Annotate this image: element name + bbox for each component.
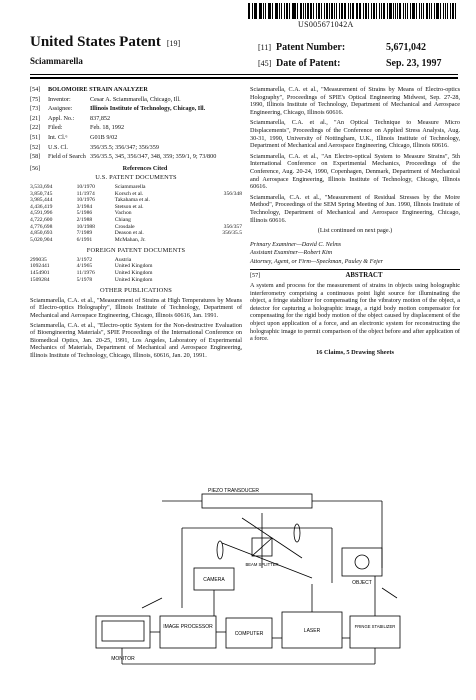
object-block — [342, 548, 382, 576]
barcode-bar — [368, 3, 369, 19]
field-row — [30, 86, 242, 94]
barcode-bar — [450, 3, 451, 19]
barcode-bar — [344, 3, 346, 19]
citation-number: 4,776,698 — [30, 223, 53, 230]
barcode-bar — [399, 3, 401, 19]
field-code: [22] — [30, 124, 41, 132]
barcode-bar — [313, 3, 314, 19]
barcode-bar — [455, 3, 456, 19]
field-code: [73] — [30, 105, 41, 113]
field-value: Cesar A. Sciammarella, Chicago, Ill. — [90, 95, 181, 103]
barcode-bar — [316, 3, 317, 19]
abstract-heading-row — [250, 269, 460, 280]
barcode-bar — [272, 3, 273, 19]
piezo-block — [202, 494, 312, 508]
barcode-bar — [403, 3, 404, 19]
field-row — [30, 105, 242, 113]
barcode-bar — [284, 3, 285, 19]
barcode-bar — [336, 3, 337, 19]
citation-number: 3,850,745 — [30, 190, 53, 197]
examiners — [250, 241, 460, 266]
bibliographic-fields — [30, 86, 242, 161]
citation-class — [204, 210, 242, 217]
citation-date: 11/1974 — [76, 190, 95, 197]
fringe-stabilizer-block — [350, 616, 400, 648]
barcode-bar — [268, 3, 269, 19]
barcode-bar — [373, 3, 375, 19]
citation-row — [30, 204, 242, 211]
barcode-bar — [429, 3, 430, 19]
citation-class — [204, 197, 242, 204]
citation-number: 1454901 — [30, 270, 50, 277]
citation-date: 5/1978 — [76, 276, 93, 283]
label-computer: COMPUTER — [234, 631, 264, 637]
citation-row — [30, 210, 242, 217]
barcode-bar — [348, 3, 349, 19]
citation-row — [30, 277, 242, 284]
figure-svg — [82, 488, 408, 686]
right-publications — [250, 86, 460, 224]
citation-date: 10/1988 — [76, 223, 95, 230]
barcode-bar — [310, 3, 312, 19]
citation-class: 356/35.5 — [222, 230, 242, 237]
barcode-bar — [339, 3, 340, 19]
barcode-bar — [255, 3, 257, 19]
document-title — [30, 34, 180, 51]
other-publications-heading: OTHER PUBLICATIONS — [100, 287, 172, 295]
citation-number: 3,533,694 — [30, 183, 53, 190]
image-processor-block — [160, 616, 216, 648]
barcode-bar — [259, 3, 262, 19]
field-label: Int. Cl.⁶ — [48, 133, 68, 141]
citation-date: 3/1972 — [76, 256, 93, 263]
representative-drawing — [82, 488, 408, 686]
barcode-bar — [376, 3, 377, 19]
field-code: [21] — [30, 114, 41, 122]
citation-class — [204, 277, 242, 284]
publication-entry: Sciammarella, C.A. et al., "Measurement of Strains at High Temperatures by Means of Electro-optics Holography", Illinois Institute of Technology, Department of Mechanical and Aerospace Engineering, Chicago, Illinois 60616, Jan. 1991. — [30, 296, 242, 320]
citation-name: Deason et al. — [114, 230, 144, 237]
citation-row — [30, 230, 242, 237]
patent-number-code: [11] — [258, 43, 272, 52]
references-heading-row — [30, 165, 242, 173]
barcode-bar — [365, 3, 368, 19]
citation-date: 10/1970 — [76, 183, 95, 190]
barcode-bar — [389, 3, 392, 19]
barcode-bar — [356, 3, 357, 19]
barcode-bar — [431, 3, 432, 19]
examiner-line: Primary Examiner—David C. Nelms — [250, 240, 342, 248]
barcode-bar — [318, 3, 321, 19]
examiner-line: Attorney, Agent, or Firm—Speckman, Pauley & Fejer — [250, 257, 384, 265]
publication-entry: Sciammarella, C.A. et al., "An Optical Technique to Measure Micro Displacements", Proceedings of the Conference on Applied Stress Analysis, Aug. 30-31, 1990, University of Nottingham, U.K., Illinois Institute of Technology, Department of Mechanical and Aerospace Engineering, Chicago, Illinois 60616. — [250, 119, 460, 150]
publication-entry: Sciammarella, C.A. et al., "Measurement of Strains by Means of Electro-optics Holography", Proceedings of SPIE's Optical Engineering Midwest, Sep. 27-28, 1990, Illinois Institute of Technology, Department of Mechanical and Aerospace Engineering, Chicago, Illinois 60616. — [250, 86, 460, 116]
barcode-bar — [292, 3, 293, 19]
abstract-code: [57] — [250, 272, 261, 280]
citation-class — [204, 270, 242, 277]
field-label: Filed: — [48, 124, 63, 132]
patent-number-value: 5,671,042 — [386, 42, 426, 53]
citation-class — [204, 204, 242, 211]
field-code: [54] — [30, 86, 41, 93]
barcode-bar — [352, 3, 354, 19]
barcode-bar — [321, 3, 322, 19]
citation-name: Crosdale — [114, 223, 135, 230]
label-object: OBJECT — [352, 580, 372, 586]
citation-class — [204, 217, 242, 224]
barcode-bar — [334, 3, 335, 19]
patent-date-code: [45] — [258, 59, 272, 68]
citation-date: 7/1989 — [76, 230, 93, 237]
patent-number-label: Patent Number: — [276, 42, 346, 53]
list-continued: (List continued on next page.) — [317, 227, 393, 235]
citation-row — [30, 224, 242, 231]
citation-row — [30, 237, 242, 244]
citation-name: Korsch et al. — [114, 190, 144, 197]
citation-row — [30, 257, 242, 264]
publication-entry: Sciammarella, C.A. et al., "Electro-optic System for the Non-destructive Evaluation of Bioengineering Materials", SPIE Proceedings of the International Conference on Biomedical Optics, Jan. 20-25, 1991, Los Angeles, Laboratory of Experimental Mechanics of Materials, Department of Mechanical and Aerospace Engineering, Illinois Institute of Technology, Chicago, Illinois, 60616, Jan. 20, 1991. — [30, 321, 242, 359]
barcode-bar — [359, 3, 361, 19]
citation-date: 5/1986 — [76, 210, 93, 217]
barcode-bar — [248, 3, 250, 19]
label-laser: LASER — [303, 628, 321, 634]
field-row — [30, 124, 242, 132]
patent-date-row — [258, 58, 442, 69]
field-label: Inventor: — [48, 95, 71, 103]
field-label: U.S. Cl. — [48, 143, 68, 151]
barcode-bar — [416, 3, 417, 19]
citation-date: 3/1984 — [76, 203, 93, 210]
field-value: Feb. 18, 1992 — [90, 124, 125, 132]
barcode-bar — [395, 3, 396, 19]
foreign-patents-heading: FOREIGN PATENT DOCUMENTS — [86, 247, 186, 255]
label-beam-splitter: BEAM SPLITTER — [245, 562, 279, 567]
patent-number-top: US005671042A — [298, 20, 354, 29]
field-label: Assignee: — [48, 105, 73, 113]
barcode-bar — [440, 3, 441, 19]
citation-name: United Kingdom — [114, 263, 153, 270]
barcode-bar — [357, 3, 358, 19]
field-value: Illinois Institute of Technology, Chicago, Ill. — [90, 105, 206, 113]
foreign-patents-table — [30, 257, 242, 283]
patent-date-label: Date of Patent: — [276, 58, 341, 69]
us-patents-heading: U.S. PATENT DOCUMENTS — [95, 174, 177, 182]
barcode-bar — [421, 3, 422, 19]
citation-class — [204, 257, 242, 264]
barcode-bar — [279, 3, 281, 19]
abstract-text: A system and process for the measurement of strains in objects using holographic interferometry comprising a continuous point light source for illuminating the object, a fringe stabilizer for compensating for the vibratory motion of the object, a detector for capturing a holographic image, a rigid body motion compensator for compensating for the rigid body motion of the object caused by displacement of the object upon application of a force, and an electronic system for reconstructing the holographic image to permit comparison of the object before and after application of a force. — [250, 282, 460, 343]
barcode-bar — [443, 3, 444, 19]
citation-name: United Kingdom — [114, 270, 153, 277]
field-row — [30, 96, 242, 104]
inventor-surname: Sciammarella — [30, 56, 83, 66]
field-value: 837,852 — [90, 114, 111, 122]
field-code: [75] — [30, 95, 41, 103]
label-monitor: MONITOR — [111, 656, 135, 662]
field-row — [30, 153, 242, 161]
barcode-bar — [303, 3, 304, 19]
barcode-bar — [350, 3, 351, 19]
field-value: 356/35.5; 356/347; 356/359 — [90, 143, 159, 151]
title-code: [19] — [166, 39, 181, 48]
publication-entry: Sciammarella, C.A. et al., "An Electro-optical System to Measure Strains", 5th International Conference on Experimental Mechanics, Proceedings of the Conference, Aug. 20-24, 1990, Copenhagen, Denmark, Department of Mechanical and Aerospace Engineering, Illinois Institute of Technology, Chicago, Illinois 60616. — [250, 152, 460, 191]
barcode-bar — [263, 3, 264, 19]
barcode-bar — [329, 3, 330, 19]
citation-number: 4,850,693 — [30, 230, 53, 237]
citation-row — [30, 270, 242, 277]
barcode-bar — [393, 3, 394, 19]
barcode-bar — [269, 3, 271, 19]
refs-heading: References Cited — [122, 164, 168, 172]
citation-name: Chiang — [114, 216, 131, 223]
citation-row — [30, 184, 242, 191]
barcode-bar — [254, 3, 255, 19]
citation-class — [204, 237, 242, 244]
barcode-bar — [383, 3, 385, 19]
field-value: 356/35.5, 345, 356/347, 348, 359; 359/1, 9; 73/800 — [90, 153, 217, 161]
barcode-bar — [397, 3, 398, 19]
barcode-bar — [305, 3, 306, 19]
barcode-bar — [379, 3, 380, 19]
citation-number: 5,020,904 — [30, 236, 53, 243]
citation-number: 1092441 — [30, 263, 50, 270]
publication-entry: Sciammarella, C.A. et al., "Measurement of Residual Stresses by the Moire Method", Proceedings of the SEM Spring Meeting of Jun. 1990, Illinois Institute of Technology, Department of Mechanical and Aerospace Engineering, Chicago, Illinois 60616. — [250, 193, 460, 224]
barcode-bar — [412, 3, 415, 19]
barcode-bar — [452, 3, 454, 19]
header-rule-thin — [30, 74, 458, 75]
header-rule-thick — [30, 77, 458, 79]
field-label: Field of Search — [48, 153, 86, 161]
barcode-bar — [436, 3, 439, 19]
citation-row — [30, 197, 242, 204]
barcode-bar — [405, 3, 407, 19]
citation-number: 4,591,996 — [30, 210, 53, 217]
citation-class — [204, 184, 242, 191]
barcode-bar — [300, 3, 302, 19]
barcode-bar — [423, 3, 424, 19]
citation-name: Stetson et al. — [114, 203, 144, 210]
barcode-bar — [289, 3, 290, 19]
barcode-bar — [265, 3, 266, 19]
barcode-bar — [410, 3, 411, 19]
citation-date: 6/1991 — [76, 236, 93, 243]
field-value: BOLOMOIRE STRAIN ANALYZER — [48, 86, 148, 93]
barcode-bar — [281, 3, 282, 19]
field-row — [30, 134, 242, 142]
refs-code: [56] — [30, 164, 41, 172]
citation-name: Sciammarella — [114, 183, 146, 190]
citation-name: Takahama et al. — [114, 197, 150, 204]
citation-name: Austria — [114, 256, 132, 263]
barcode-bar — [252, 3, 253, 19]
left-column — [30, 86, 242, 362]
citation-row — [30, 191, 242, 198]
citation-class: 356/357 — [223, 223, 242, 230]
field-label: Appl. No.: — [48, 114, 75, 122]
citation-number: 3,985,444 — [30, 197, 53, 204]
citation-row — [30, 217, 242, 224]
citation-number: 299035 — [30, 256, 47, 263]
barcode-bar — [363, 3, 364, 19]
field-row — [30, 115, 242, 123]
abstract-heading: ABSTRACT — [345, 272, 383, 280]
barcode-bar — [275, 3, 278, 19]
citation-row — [30, 263, 242, 270]
citation-number: 4,436,419 — [30, 203, 53, 210]
barcode-bar — [326, 3, 328, 19]
barcode-bar — [297, 3, 298, 19]
barcode-bar — [307, 3, 309, 19]
field-code: [51] — [30, 133, 41, 141]
field-code: [58] — [30, 153, 41, 161]
right-column — [250, 86, 460, 356]
citation-name: United Kingdom — [114, 276, 153, 283]
field-value: G01B 9/02 — [90, 133, 118, 141]
barcode-bar — [286, 3, 288, 19]
citation-date: 4/1965 — [76, 263, 93, 270]
label-camera: CAMERA — [203, 577, 225, 583]
title-text: United States Patent — [30, 34, 161, 50]
citation-class — [204, 263, 242, 270]
citation-name: Vachon — [114, 210, 132, 217]
field-row — [30, 144, 242, 152]
citation-number: 1509284 — [30, 276, 50, 283]
citation-date: 2/1988 — [76, 216, 93, 223]
barcode-bar — [434, 3, 436, 19]
citation-name: McMahan, Jr. — [114, 236, 146, 243]
citation-class: 356/348 — [223, 190, 242, 197]
barcode-bar — [293, 3, 296, 19]
citation-date: 10/1976 — [76, 197, 95, 204]
label-piezo: PIEZO TRANSDUCER — [208, 488, 260, 494]
label-image-processor: IMAGE PROCESSOR — [163, 624, 213, 630]
citation-date: 11/1976 — [76, 270, 95, 277]
barcode-bar — [419, 3, 421, 19]
barcode-bar — [407, 3, 408, 19]
examiner-line: Assistant Examiner—Robert Kim — [250, 249, 333, 257]
left-publications — [30, 297, 242, 360]
field-code: [52] — [30, 143, 41, 151]
patent-number-row — [258, 42, 426, 53]
barcode-bar — [447, 3, 448, 19]
barcode-bar — [324, 3, 325, 19]
barcode-bar — [426, 3, 428, 19]
claims-summary: 16 Claims, 5 Drawing Sheets — [316, 348, 394, 356]
barcode-bar — [341, 3, 344, 19]
barcode-bar — [387, 3, 388, 19]
us-patents-table — [30, 184, 242, 243]
citation-number: 4,722,600 — [30, 216, 53, 223]
label-fringe-stabilizer: FRINGE STABILIZER — [354, 624, 396, 629]
barcode — [248, 3, 458, 19]
barcode-bar — [381, 3, 383, 19]
patent-date-value: Sep. 23, 1997 — [386, 58, 442, 69]
barcode-bar — [371, 3, 372, 19]
barcode-bar — [331, 3, 333, 19]
barcode-bar — [445, 3, 447, 19]
